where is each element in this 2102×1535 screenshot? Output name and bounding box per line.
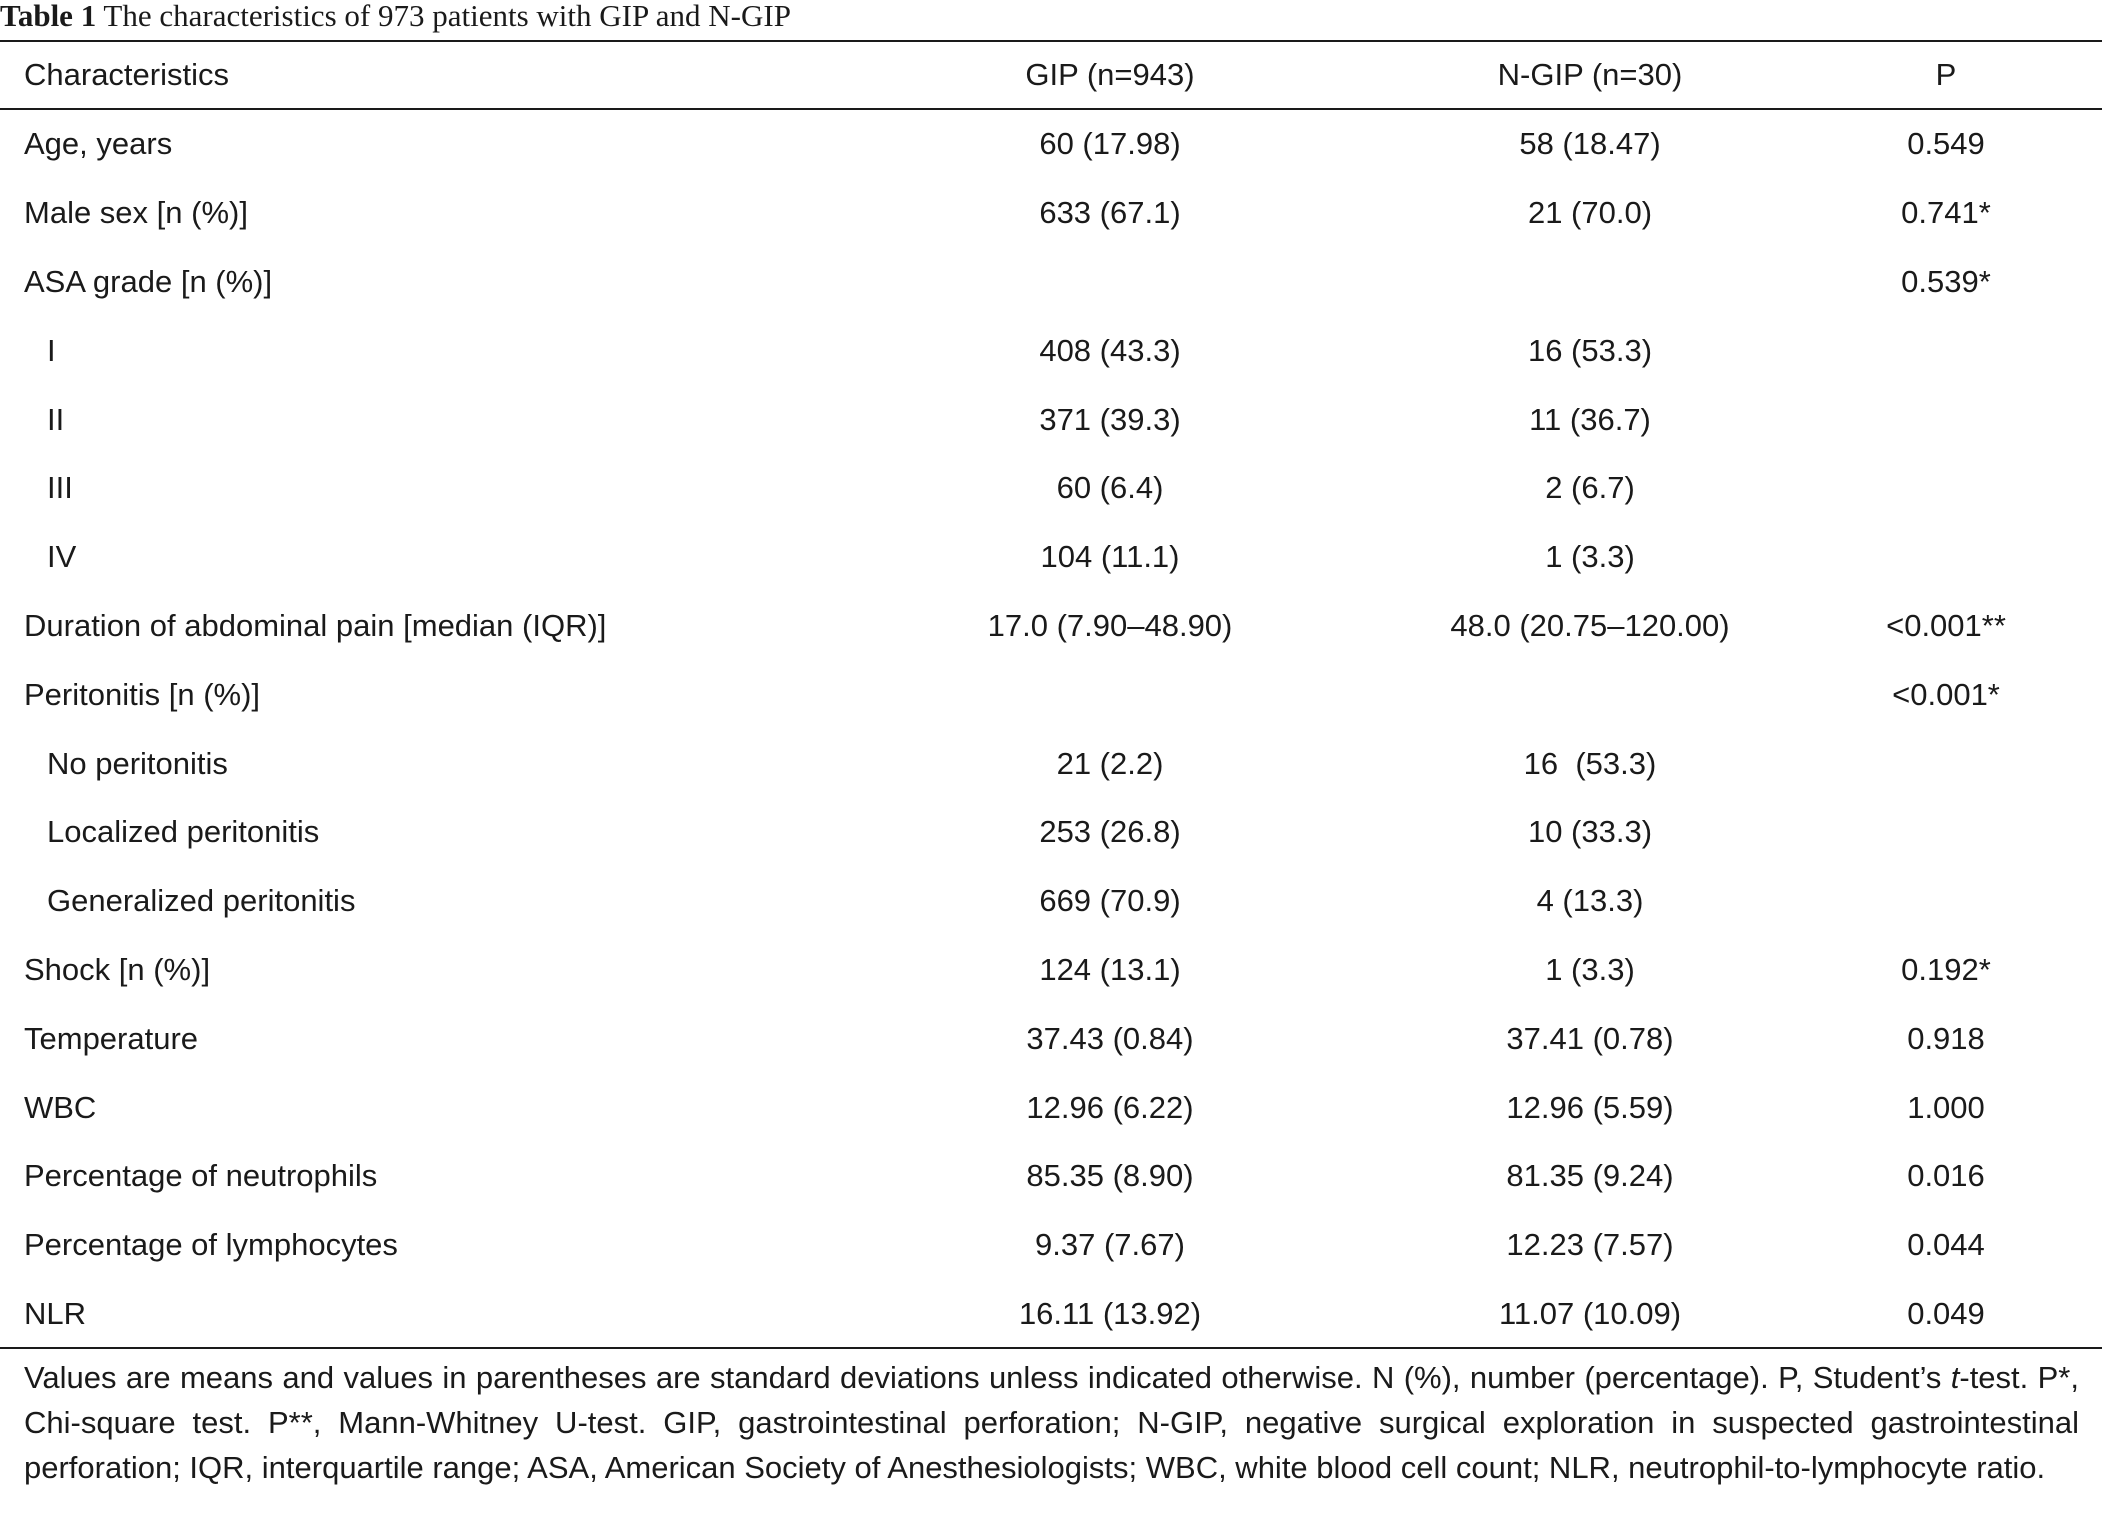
gip-value: 633 (67.1) [1039,195,1181,231]
footnote-italic-t: t [1950,1360,1960,1395]
ngip-value: 10 (33.3) [1527,814,1653,850]
gip-value: 408 (43.3) [1039,332,1181,368]
gip-value [870,660,1350,729]
gip-value: 16.11 (13.92) [1018,1295,1202,1331]
gip-value: 9.37 (7.67) [1035,1227,1185,1263]
row-label: I [47,332,56,368]
table-row [0,729,2102,798]
table-row [0,385,2102,454]
row-label: Localized peritonitis [47,814,320,850]
table-row [0,179,2102,248]
p-value: 0.549 [1907,126,1985,162]
p-value [1830,454,2102,523]
table-row [0,1142,2102,1211]
ngip-value: 12.96 (5.59) [1506,1089,1674,1125]
gip-value: 12.96 (6.22) [1026,1089,1194,1125]
gip-value: 85.35 (8.90) [1026,1158,1194,1194]
ngip-value: 58 (18.47) [1519,126,1661,162]
p-value: 0.918 [1907,1020,1985,1056]
row-label: Duration of abdominal pain [median (IQR)] [24,607,607,643]
gip-value: 37.43 (0.84) [1026,1020,1194,1056]
row-label: II [47,401,65,437]
ngip-value: 37.41 (0.78) [1506,1020,1674,1056]
p-value [1830,316,2102,385]
row-label: Percentage of lymphocytes [24,1227,398,1263]
table-row [0,108,2102,179]
row-label: NLR [24,1295,87,1331]
row-label: Shock [n (%)] [24,951,211,987]
table-row [0,660,2102,729]
footnote-text-start: Values are means and values in parentheses are standard deviations unless indicated otherwise. N (%), number (percentage). P, Student’s [24,1360,1951,1395]
row-label: Generalized peritonitis [47,883,356,919]
p-value [1830,867,2102,936]
p-value: <0.001** [1886,607,2006,643]
gip-value: 669 (70.9) [1039,883,1181,919]
table-row [0,316,2102,385]
gip-value: 371 (39.3) [1039,401,1181,437]
row-label: No peritonitis [47,745,228,781]
table-caption-title: The characteristics of 973 patients with GIP and N-GIP [103,0,791,33]
gip-value: 60 (17.98) [1039,126,1181,162]
gip-value [870,248,1350,317]
row-label: Peritonitis [n (%)] [24,676,261,712]
ngip-value: 16 (53.3) [1527,332,1653,368]
row-label: ASA grade [n (%)] [24,263,273,299]
row-label: Temperature [24,1020,199,1056]
ngip-value: 1 (3.3) [1545,951,1635,987]
table-row [0,1004,2102,1073]
p-value: 1.000 [1907,1089,1985,1125]
p-value: 0.016 [1907,1158,1985,1194]
ngip-value: 2 (6.7) [1545,470,1635,506]
row-label: Age, years [24,126,173,162]
header-characteristics: Characteristics [24,57,229,92]
ngip-value: 81.35 (9.24) [1506,1158,1674,1194]
gip-value: 104 (11.1) [1040,539,1180,575]
gip-value: 60 (6.4) [1056,470,1164,506]
footnote-text-end: -test. P*, Chi-square test. P**, Mann-Whitney U-test. GIP, gastrointestinal perforation; N-GIP, negative surgical exploration in suspected gastrointestinal perforation; IQR, interquartile range; ASA, American Society of Anesthesiologists; WBC, white blood cell count; NLR, neutrophil-to-lymphocyte ratio. [24,1360,2079,1485]
characteristics-table [0,42,2102,1348]
p-value: 0.192* [1901,951,1991,987]
p-value [1830,523,2102,592]
table-row [0,867,2102,936]
table-row [0,798,2102,867]
gip-value: 21 (2.2) [1056,745,1164,781]
row-label: Percentage of neutrophils [24,1158,378,1194]
p-value: 0.049 [1907,1295,1985,1331]
row-label: IV [47,539,77,575]
row-label: III [47,470,73,506]
table-row [0,1280,2102,1349]
p-value: <0.001* [1892,676,2000,712]
ngip-value: 1 (3.3) [1545,539,1635,575]
header-gip: GIP (n=943) [1025,57,1195,92]
p-value [1830,385,2102,454]
header-p: P [1935,57,1957,92]
ngip-value: 16 (53.3) [1523,745,1657,781]
ngip-value [1350,248,1830,317]
table-row [0,592,2102,661]
gip-value: 253 (26.8) [1039,814,1181,850]
table-row [0,523,2102,592]
ngip-value: 11 (36.7) [1529,401,1651,437]
ngip-value: 12.23 (7.57) [1506,1227,1674,1263]
p-value: 0.044 [1907,1227,1985,1263]
p-value [1830,729,2102,798]
row-label: Male sex [n (%)] [24,195,248,231]
p-value [1830,798,2102,867]
table-caption [0,0,791,40]
table-row [0,936,2102,1005]
table-row [0,1211,2102,1280]
table-caption-label: Table 1 [0,0,97,33]
gip-value: 17.0 (7.90–48.90) [987,607,1233,643]
ngip-value: 21 (70.0) [1527,195,1653,231]
ngip-value [1350,660,1830,729]
table-footnote [24,1355,2079,1490]
table-row [0,454,2102,523]
ngip-value: 11.07 (10.09) [1498,1295,1682,1331]
p-value: 0.539* [1901,263,1991,299]
table-row [0,1073,2102,1142]
ngip-value: 4 (13.3) [1536,883,1644,919]
p-value: 0.741* [1901,195,1991,231]
table-header-row [0,42,2102,108]
gip-value: 124 (13.1) [1039,951,1181,987]
row-label: WBC [24,1089,97,1125]
ngip-value: 48.0 (20.75–120.00) [1450,607,1730,643]
table-row [0,248,2102,317]
header-ngip: N-GIP (n=30) [1497,57,1683,92]
